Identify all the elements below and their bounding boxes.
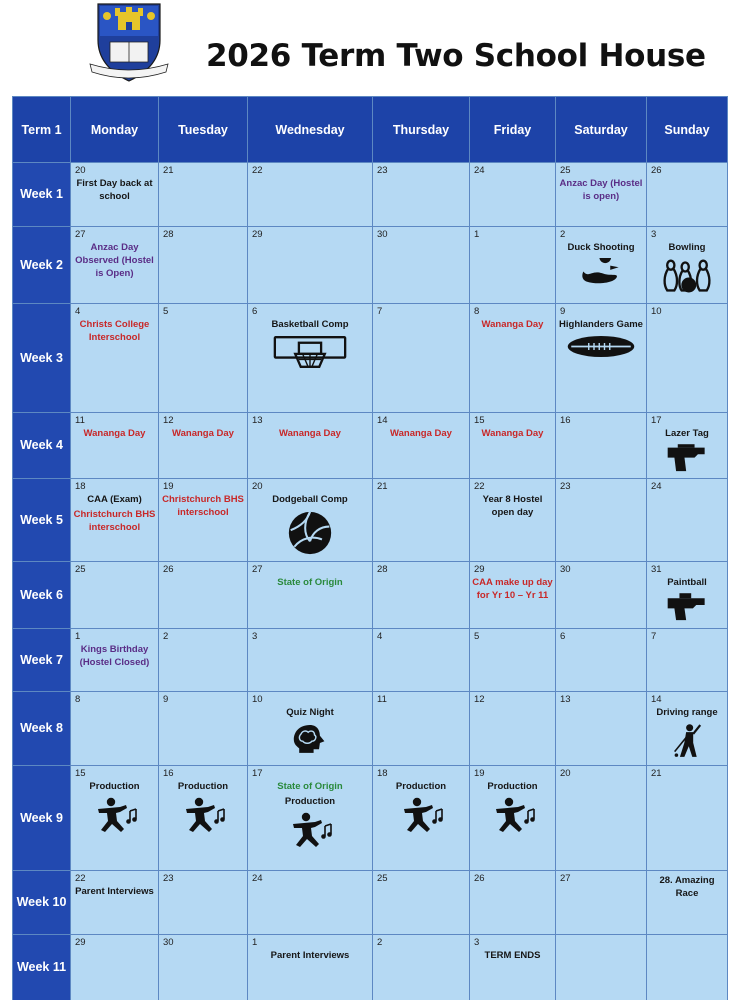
day-cell: [248, 692, 373, 766]
day-cell: [373, 629, 470, 692]
event-label: Wananga Day: [279, 428, 341, 439]
event-label: Driving range: [656, 707, 718, 719]
event-label: Christs College Interschool: [79, 319, 150, 344]
brain-head-icon: [248, 723, 372, 759]
dancer-music-icon: [248, 812, 372, 853]
day-cell: [647, 304, 728, 413]
day-cell: [248, 766, 373, 871]
day-cell: [647, 413, 728, 479]
day-cell: [647, 479, 728, 562]
day-cell: [248, 227, 373, 304]
day-cell: [71, 692, 159, 766]
week-row: [13, 413, 728, 479]
rugby-ball-icon: [556, 335, 646, 363]
day-cell: [159, 304, 248, 413]
date-number: 24: [474, 165, 485, 176]
day-cell: [470, 935, 556, 1000]
date-number: 11: [75, 415, 85, 426]
week-row: [13, 479, 728, 562]
date-number: 14: [377, 415, 388, 426]
event-label: Wananga Day: [390, 428, 452, 439]
date-number: 21: [377, 481, 388, 493]
day-cell: [647, 163, 728, 227]
event-label: Lazer Tag: [665, 428, 709, 439]
day-cell: [71, 304, 159, 413]
event-label: Quiz Night: [286, 707, 334, 719]
date-number: 15: [75, 768, 86, 780]
event-label: Wananga Day: [172, 428, 234, 439]
event-label: Paintball: [667, 577, 707, 589]
date-number: [647, 935, 727, 937]
week-row: [13, 227, 728, 304]
day-cell: [159, 227, 248, 304]
week-label: Week 3: [13, 304, 71, 413]
week-label: Week 5: [13, 479, 71, 562]
laser-gun-icon: [647, 444, 727, 478]
day-cell: [71, 413, 159, 479]
day-cell: [556, 766, 647, 871]
event-label: Christchurch BHS interschool: [162, 494, 244, 519]
duck-icon: [556, 258, 646, 290]
week-row: [13, 562, 728, 629]
event-label: Highlanders Game: [559, 319, 643, 330]
dancer-music-icon: [373, 797, 469, 838]
event-label: Duck Shooting: [567, 242, 635, 253]
date-number: 2: [560, 229, 566, 240]
date-number: [556, 935, 646, 937]
week-label: Week 1: [13, 163, 71, 227]
date-number: 21: [163, 165, 174, 176]
date-number: 7: [377, 306, 383, 317]
date-number: 8: [474, 306, 480, 317]
event-label: Basketball Comp: [271, 319, 349, 330]
day-cell: [556, 413, 647, 479]
day-cell: [556, 692, 647, 766]
day-cell: [647, 629, 728, 692]
event-label: Production: [395, 781, 447, 793]
date-number: 26: [163, 564, 174, 576]
date-number: 28: [377, 564, 388, 576]
week-row: [13, 766, 728, 871]
day-cell: [71, 766, 159, 871]
week-label: Week 7: [13, 629, 71, 692]
day-cell: [470, 692, 556, 766]
term-calendar: [12, 96, 728, 1000]
week-label: Week 11: [13, 935, 71, 1000]
week-label: Week 8: [13, 692, 71, 766]
week-row: [13, 935, 728, 1000]
event-label: State of Origin: [277, 781, 343, 793]
date-number: 29: [474, 564, 485, 576]
day-cell: [71, 871, 159, 935]
date-number: 2: [163, 631, 169, 643]
date-number: 13: [560, 694, 571, 706]
day-cell: [373, 562, 470, 629]
day-cell: [373, 766, 470, 871]
dancer-music-icon: [71, 797, 158, 838]
date-number: 8: [75, 694, 81, 706]
dancer-music-icon: [159, 797, 247, 838]
date-number: 20: [252, 481, 263, 493]
date-number: 19: [163, 481, 174, 493]
event-label: First Day back at school: [76, 178, 153, 203]
day-cell: [647, 766, 728, 871]
date-number: 2: [377, 937, 383, 949]
day-header-monday: Monday: [71, 97, 159, 163]
date-number: 20: [75, 165, 86, 176]
date-number: 5: [474, 631, 480, 643]
page-title: 2026 Term Two School House: [206, 38, 706, 74]
week-row: [13, 163, 728, 227]
date-number: 1: [252, 937, 258, 949]
date-number: 26: [651, 165, 662, 176]
week-label: Week 4: [13, 413, 71, 479]
event-label: Wananga Day: [83, 428, 146, 439]
day-cell: [71, 227, 159, 304]
day-cell: [248, 163, 373, 227]
day-cell: [248, 871, 373, 935]
event-label: State of Origin: [277, 577, 343, 589]
day-cell: [159, 766, 248, 871]
day-cell: [556, 935, 647, 1000]
date-number: 1: [75, 631, 81, 643]
date-number: 11: [377, 694, 387, 706]
date-number: 23: [377, 165, 388, 176]
day-cell: [159, 562, 248, 629]
date-number: 27: [560, 873, 571, 885]
paintball-gun-icon: [647, 593, 727, 627]
day-cell: [159, 871, 248, 935]
day-cell: [159, 413, 248, 479]
date-number: 18: [377, 768, 388, 780]
day-cell: [470, 227, 556, 304]
date-number: 9: [560, 306, 566, 317]
date-number: 24: [651, 481, 662, 493]
date-number: 29: [252, 229, 263, 240]
event-label: Parent Interviews: [270, 950, 350, 962]
date-number: 26: [474, 873, 485, 885]
event-label: Production: [177, 781, 229, 793]
event-label: Kings Birthday (Hostel Closed): [79, 644, 150, 669]
date-number: 29: [75, 937, 86, 949]
week-row: [13, 871, 728, 935]
date-number: 14: [651, 694, 662, 706]
school-crest-logo: [86, 2, 172, 84]
date-number: 21: [651, 768, 662, 780]
day-cell: [373, 479, 470, 562]
event-label: 28. Amazing Race: [659, 875, 715, 900]
date-number: 22: [252, 165, 263, 176]
day-header-wednesday: Wednesday: [248, 97, 373, 163]
date-number: 25: [377, 873, 388, 885]
day-cell: [556, 629, 647, 692]
day-cell: [71, 935, 159, 1000]
event-label: CAA (Exam): [87, 494, 142, 506]
date-number: 12: [163, 415, 174, 426]
event-label: CAA make up day for Yr 10 – Yr 11: [472, 577, 553, 602]
day-cell: [373, 227, 470, 304]
day-cell: [373, 871, 470, 935]
date-number: 16: [560, 415, 571, 426]
event-label: Production: [284, 796, 336, 808]
date-number: 17: [252, 768, 263, 780]
golfer-icon: [647, 723, 727, 764]
day-cell: [248, 562, 373, 629]
date-number: 1: [474, 229, 480, 240]
day-header-friday: Friday: [470, 97, 556, 163]
date-number: 5: [163, 306, 169, 317]
date-number: 22: [474, 481, 485, 493]
date-number: 19: [474, 768, 485, 780]
week-row: [13, 629, 728, 692]
day-cell: [373, 692, 470, 766]
date-number: 6: [252, 306, 258, 317]
day-cell: [556, 871, 647, 935]
event-label: Wananga Day: [481, 428, 544, 439]
event-label: Anzac Day (Hostel is open): [559, 178, 643, 203]
date-number: 3: [474, 937, 480, 949]
week-label: Week 6: [13, 562, 71, 629]
day-cell: [159, 935, 248, 1000]
date-number: 30: [377, 229, 388, 240]
term-header: Term 1: [13, 97, 71, 163]
day-cell: [470, 562, 556, 629]
day-cell: [556, 479, 647, 562]
day-cell: [248, 479, 373, 562]
event-label: Dodgeball Comp: [272, 494, 348, 506]
week-label: Week 9: [13, 766, 71, 871]
day-cell: [159, 692, 248, 766]
date-number: 20: [560, 768, 571, 780]
day-cell: [373, 935, 470, 1000]
date-number: 25: [75, 564, 86, 576]
volleyball-icon: [248, 510, 372, 561]
day-cell: [248, 935, 373, 1000]
day-cell: [248, 413, 373, 479]
event-label: TERM ENDS: [484, 950, 541, 962]
day-cell: [71, 629, 159, 692]
day-cell: [71, 562, 159, 629]
date-number: 27: [75, 229, 86, 240]
day-cell: [248, 629, 373, 692]
week-label: Week 10: [13, 871, 71, 935]
date-number: 18: [75, 481, 86, 493]
week-row: [13, 304, 728, 413]
date-number: 12: [474, 694, 485, 706]
date-number: 3: [651, 229, 657, 240]
date-number: 23: [163, 873, 174, 885]
day-cell: [71, 163, 159, 227]
date-number: 7: [651, 631, 657, 643]
date-number: 27: [252, 564, 263, 576]
event-label: Anzac Day Observed (Hostel is Open): [75, 242, 154, 280]
day-cell: [556, 304, 647, 413]
date-number: 17: [651, 415, 662, 426]
event-label: Parent Interviews: [75, 886, 154, 898]
date-number: 13: [252, 415, 263, 426]
day-cell: [647, 227, 728, 304]
day-cell: [159, 629, 248, 692]
day-cell: [470, 766, 556, 871]
date-number: 23: [560, 481, 571, 493]
date-number: 24: [252, 873, 263, 885]
day-cell: [556, 562, 647, 629]
event-label: Christchurch BHS interschool: [73, 509, 156, 534]
day-cell: [470, 413, 556, 479]
day-cell: [647, 935, 728, 1000]
date-number: 6: [560, 631, 566, 643]
day-cell: [71, 479, 159, 562]
date-number: 10: [651, 306, 662, 317]
dancer-music-icon: [470, 797, 555, 838]
day-cell: [470, 163, 556, 227]
date-number: 4: [377, 631, 383, 643]
day-cell: [159, 479, 248, 562]
day-header-thursday: Thursday: [373, 97, 470, 163]
date-number: 30: [560, 564, 571, 576]
date-number: 30: [163, 937, 174, 949]
day-cell: [647, 692, 728, 766]
day-header-saturday: Saturday: [556, 97, 647, 163]
event-label: Production: [487, 781, 538, 793]
day-cell: [373, 304, 470, 413]
day-cell: [373, 413, 470, 479]
event-label: Production: [89, 781, 140, 793]
header-row: [13, 97, 728, 163]
event-label: Bowling: [668, 242, 706, 253]
day-cell: [159, 163, 248, 227]
date-number: 16: [163, 768, 174, 780]
day-cell: [647, 871, 728, 935]
date-number: 10: [252, 694, 263, 706]
day-cell: [556, 163, 647, 227]
basketball-hoop-icon: [248, 335, 372, 374]
day-cell: [373, 163, 470, 227]
day-cell: [470, 629, 556, 692]
day-header-tuesday: Tuesday: [159, 97, 248, 163]
date-number: 31: [651, 564, 662, 576]
week-row: [13, 692, 728, 766]
date-number: 25: [560, 165, 571, 176]
day-cell: [470, 479, 556, 562]
date-number: 4: [75, 306, 81, 317]
bowling-pins-icon: [647, 258, 727, 299]
date-number: 22: [75, 873, 86, 885]
day-cell: [470, 871, 556, 935]
day-header-sunday: Sunday: [647, 97, 728, 163]
day-cell: [647, 562, 728, 629]
day-cell: [556, 227, 647, 304]
date-number: 15: [474, 415, 485, 426]
event-label: Wananga Day: [481, 319, 544, 330]
date-number: 9: [163, 694, 169, 706]
event-label: Year 8 Hostel open day: [482, 494, 543, 519]
day-cell: [248, 304, 373, 413]
date-number: 28: [163, 229, 174, 240]
day-cell: [470, 304, 556, 413]
week-label: Week 2: [13, 227, 71, 304]
date-number: 3: [252, 631, 258, 643]
